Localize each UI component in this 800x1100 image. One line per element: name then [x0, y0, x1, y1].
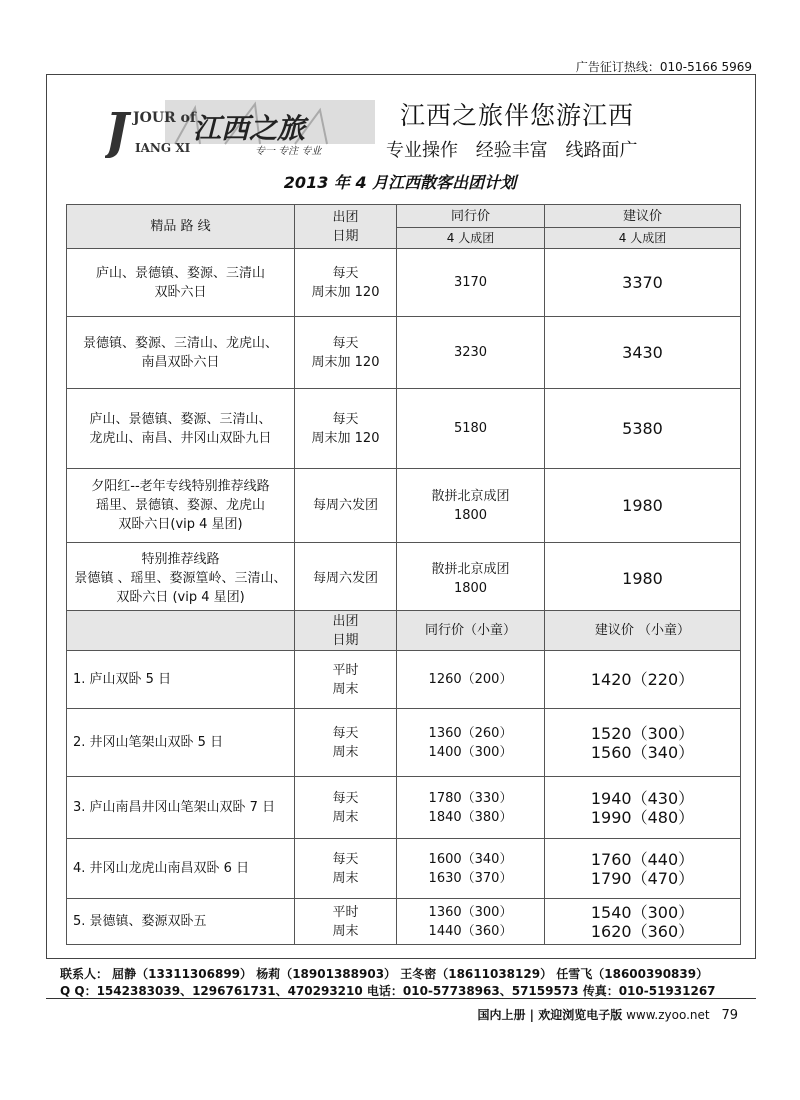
peer-price-header: 同行价（小童）	[397, 611, 545, 651]
logo-brand: 江西之旅	[193, 112, 306, 145]
suggest-price-cell: 3430	[545, 317, 741, 389]
date-cell: 每天 周末加 120	[295, 389, 397, 469]
date-cell: 每天 周末加 120	[295, 249, 397, 317]
route-header	[67, 611, 295, 651]
suggest-price-cell: 1520（300） 1560（340）	[545, 709, 741, 777]
contact-persons: 联系人： 屈静（13311306899） 杨莉（18901388903） 王冬密（18611038129） 任雪飞（18600390839）	[60, 967, 709, 981]
route-cell: 特别推荐线路 景德镇 、瑶里、婺源篁岭、三清山、 双卧六日 (vip 4 星团)	[67, 543, 295, 615]
slogan: 江西之旅伴您游江西	[400, 101, 635, 130]
peer-price-cell: 5180	[397, 389, 545, 469]
peer-price-subheader: 4 人成团	[397, 228, 545, 249]
jiangxi-logo	[105, 100, 380, 158]
route-cell: 庐山、景德镇、婺源、三清山、 龙虎山、南昌、井冈山双卧九日	[67, 389, 295, 469]
adult-price-table	[66, 204, 741, 615]
date-cell: 每周六发团	[295, 543, 397, 615]
date-header: 出团 日期	[295, 205, 397, 249]
route-cell: 5. 景德镇、婺源双卧五	[67, 899, 295, 945]
table-row	[67, 469, 741, 543]
peer-price-cell: 3170	[397, 249, 545, 317]
peer-price-cell: 1360（300） 1440（360）	[397, 899, 545, 945]
peer-price-cell: 3230	[397, 317, 545, 389]
peer-price-cell: 散拼北京成团 1800	[397, 469, 545, 543]
route-cell: 3. 庐山南昌井冈山笔架山双卧 7 日	[67, 777, 295, 839]
table-row	[67, 777, 741, 839]
suggest-price-header: 建议价 （小童）	[545, 611, 741, 651]
footer-divider	[46, 998, 756, 999]
suggest-price-cell: 5380	[545, 389, 741, 469]
peer-price-header: 同行价	[397, 205, 545, 228]
logo-letters2: IANG XI	[135, 141, 191, 155]
date-cell: 每周六发团	[295, 469, 397, 543]
table-row	[67, 839, 741, 899]
plan-title: 2013 年 4 月江西散客出团计划	[283, 173, 517, 192]
child-price-table	[66, 610, 741, 945]
suggest-price-cell: 1980	[545, 543, 741, 615]
website-link[interactable]: www.zyoo.net	[626, 1008, 710, 1022]
date-cell: 每天 周末	[295, 777, 397, 839]
table-row	[67, 651, 741, 709]
ad-hotline: 广告征订热线：010-5166 5969	[575, 60, 752, 74]
page-footer	[478, 1006, 739, 1023]
peer-price-cell: 1780（330） 1840（380）	[397, 777, 545, 839]
table-row	[67, 543, 741, 615]
date-cell: 每天 周末	[295, 709, 397, 777]
table-row	[67, 249, 741, 317]
date-cell: 平时 周末	[295, 899, 397, 945]
contact-info	[60, 966, 716, 1000]
table-row	[67, 709, 741, 777]
route-cell: 2. 井冈山笔架山双卧 5 日	[67, 709, 295, 777]
page-number: 79	[721, 1008, 738, 1023]
logo-letters: JOUR of	[133, 110, 196, 126]
table-header-row	[67, 611, 741, 651]
suggest-price-cell: 1760（440） 1790（470）	[545, 839, 741, 899]
suggest-price-cell: 3370	[545, 249, 741, 317]
svg-text:J: J	[105, 101, 129, 158]
suggest-price-cell: 1940（430） 1990（480）	[545, 777, 741, 839]
table-row	[67, 899, 741, 945]
route-cell: 夕阳红--老年专线特别推荐线路 瑶里、景德镇、婺源、龙虎山 双卧六日(vip 4 星团)	[67, 469, 295, 543]
features: 专业操作 经验丰富 线路面广	[386, 140, 638, 161]
suggest-price-header: 建议价	[545, 205, 741, 228]
route-cell: 庐山、景德镇、婺源、三清山 双卧六日	[67, 249, 295, 317]
date-cell: 每天 周末	[295, 839, 397, 899]
suggest-price-cell: 1980	[545, 469, 741, 543]
suggest-price-cell: 1540（300） 1620（360）	[545, 899, 741, 945]
peer-price-cell: 1260（200）	[397, 651, 545, 709]
table-header-row	[67, 205, 741, 228]
route-cell: 1. 庐山双卧 5 日	[67, 651, 295, 709]
table-row	[67, 389, 741, 469]
route-header: 精品 路 线	[67, 205, 295, 249]
footer-text: 国内上册 | 欢迎浏览电子版	[477, 1008, 623, 1022]
logo-motto: 专一 专注 专业	[255, 146, 322, 157]
peer-price-cell: 1600（340） 1630（370）	[397, 839, 545, 899]
date-cell: 平时 周末	[295, 651, 397, 709]
table-row	[67, 317, 741, 389]
suggest-price-subheader: 4 人成团	[545, 228, 741, 249]
route-cell: 景德镇、婺源、三清山、龙虎山、 南昌双卧六日	[67, 317, 295, 389]
date-header: 出团 日期	[295, 611, 397, 651]
suggest-price-cell: 1420（220）	[545, 651, 741, 709]
contact-qq-phone-fax: Q Q：1542383039、1296761731、470293210 电话：010-57738963、57159573 传真：010-51931267	[60, 984, 716, 998]
route-cell: 4. 井冈山龙虎山南昌双卧 6 日	[67, 839, 295, 899]
date-cell: 每天 周末加 120	[295, 317, 397, 389]
peer-price-cell: 1360（260） 1400（300）	[397, 709, 545, 777]
peer-price-cell: 散拼北京成团 1800	[397, 543, 545, 615]
